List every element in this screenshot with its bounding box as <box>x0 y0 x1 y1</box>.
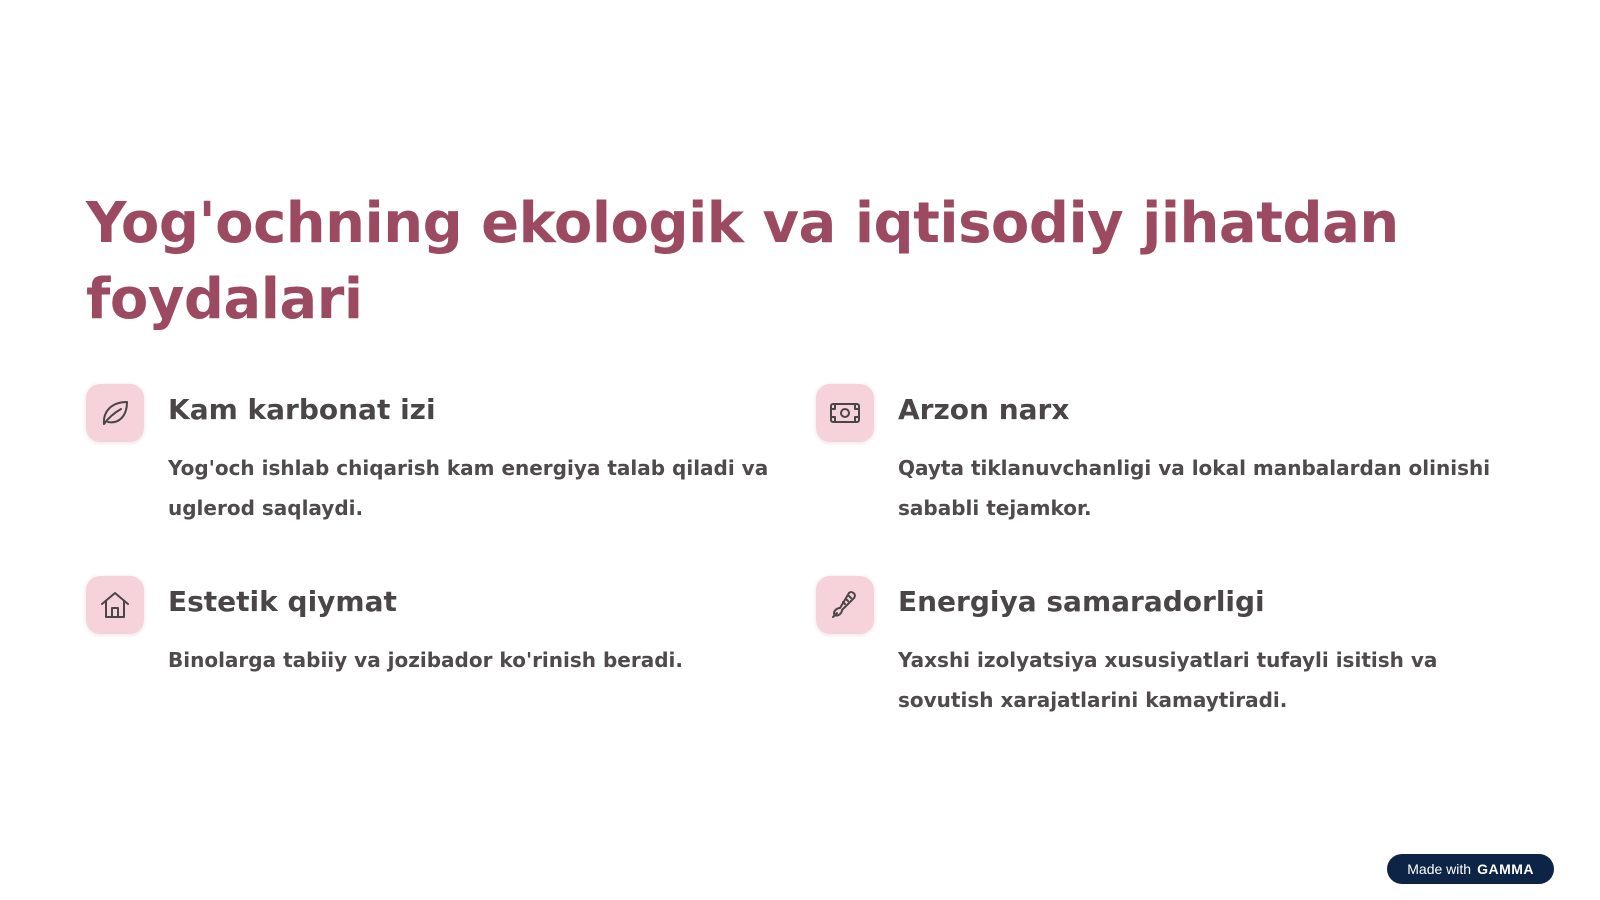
house-icon <box>86 576 144 634</box>
feature-description: Qayta tiklanuvchanligi va lokal manbalardan olinishi sababli tejamkor. <box>898 456 1491 520</box>
feature-title: Arzon narx <box>898 393 1070 426</box>
feature-item <box>86 576 766 736</box>
feature-title: Kam karbonat izi <box>168 393 436 426</box>
gamma-logo: GAMMA <box>1477 861 1534 877</box>
feature-description: Yaxshi izolyatsiya xususiyatlari tufayli isitish va sovutish xarajatlarini kamaytiradi. <box>898 648 1438 712</box>
feature-title: Energiya samaradorligi <box>898 585 1265 618</box>
leaf-icon <box>86 384 144 442</box>
feature-item <box>86 384 769 544</box>
thermometer-icon <box>816 576 874 634</box>
made-with-gamma-badge[interactable] <box>1387 854 1554 884</box>
slide-title: Yog'ochning ekologik va iqtisodiy jihatdan foydalari <box>86 191 1399 332</box>
feature-item <box>816 576 1496 736</box>
badge-prefix: Made with <box>1407 861 1472 877</box>
feature-title: Estetik qiymat <box>168 585 397 618</box>
money-icon <box>816 384 874 442</box>
feature-description: Binolarga tabiiy va jozibador ko'rinish beradi. <box>168 648 683 672</box>
feature-description: Yog'och ishlab chiqarish kam energiya talab qiladi va uglerod saqlaydi. <box>168 456 769 520</box>
feature-item <box>816 384 1496 544</box>
